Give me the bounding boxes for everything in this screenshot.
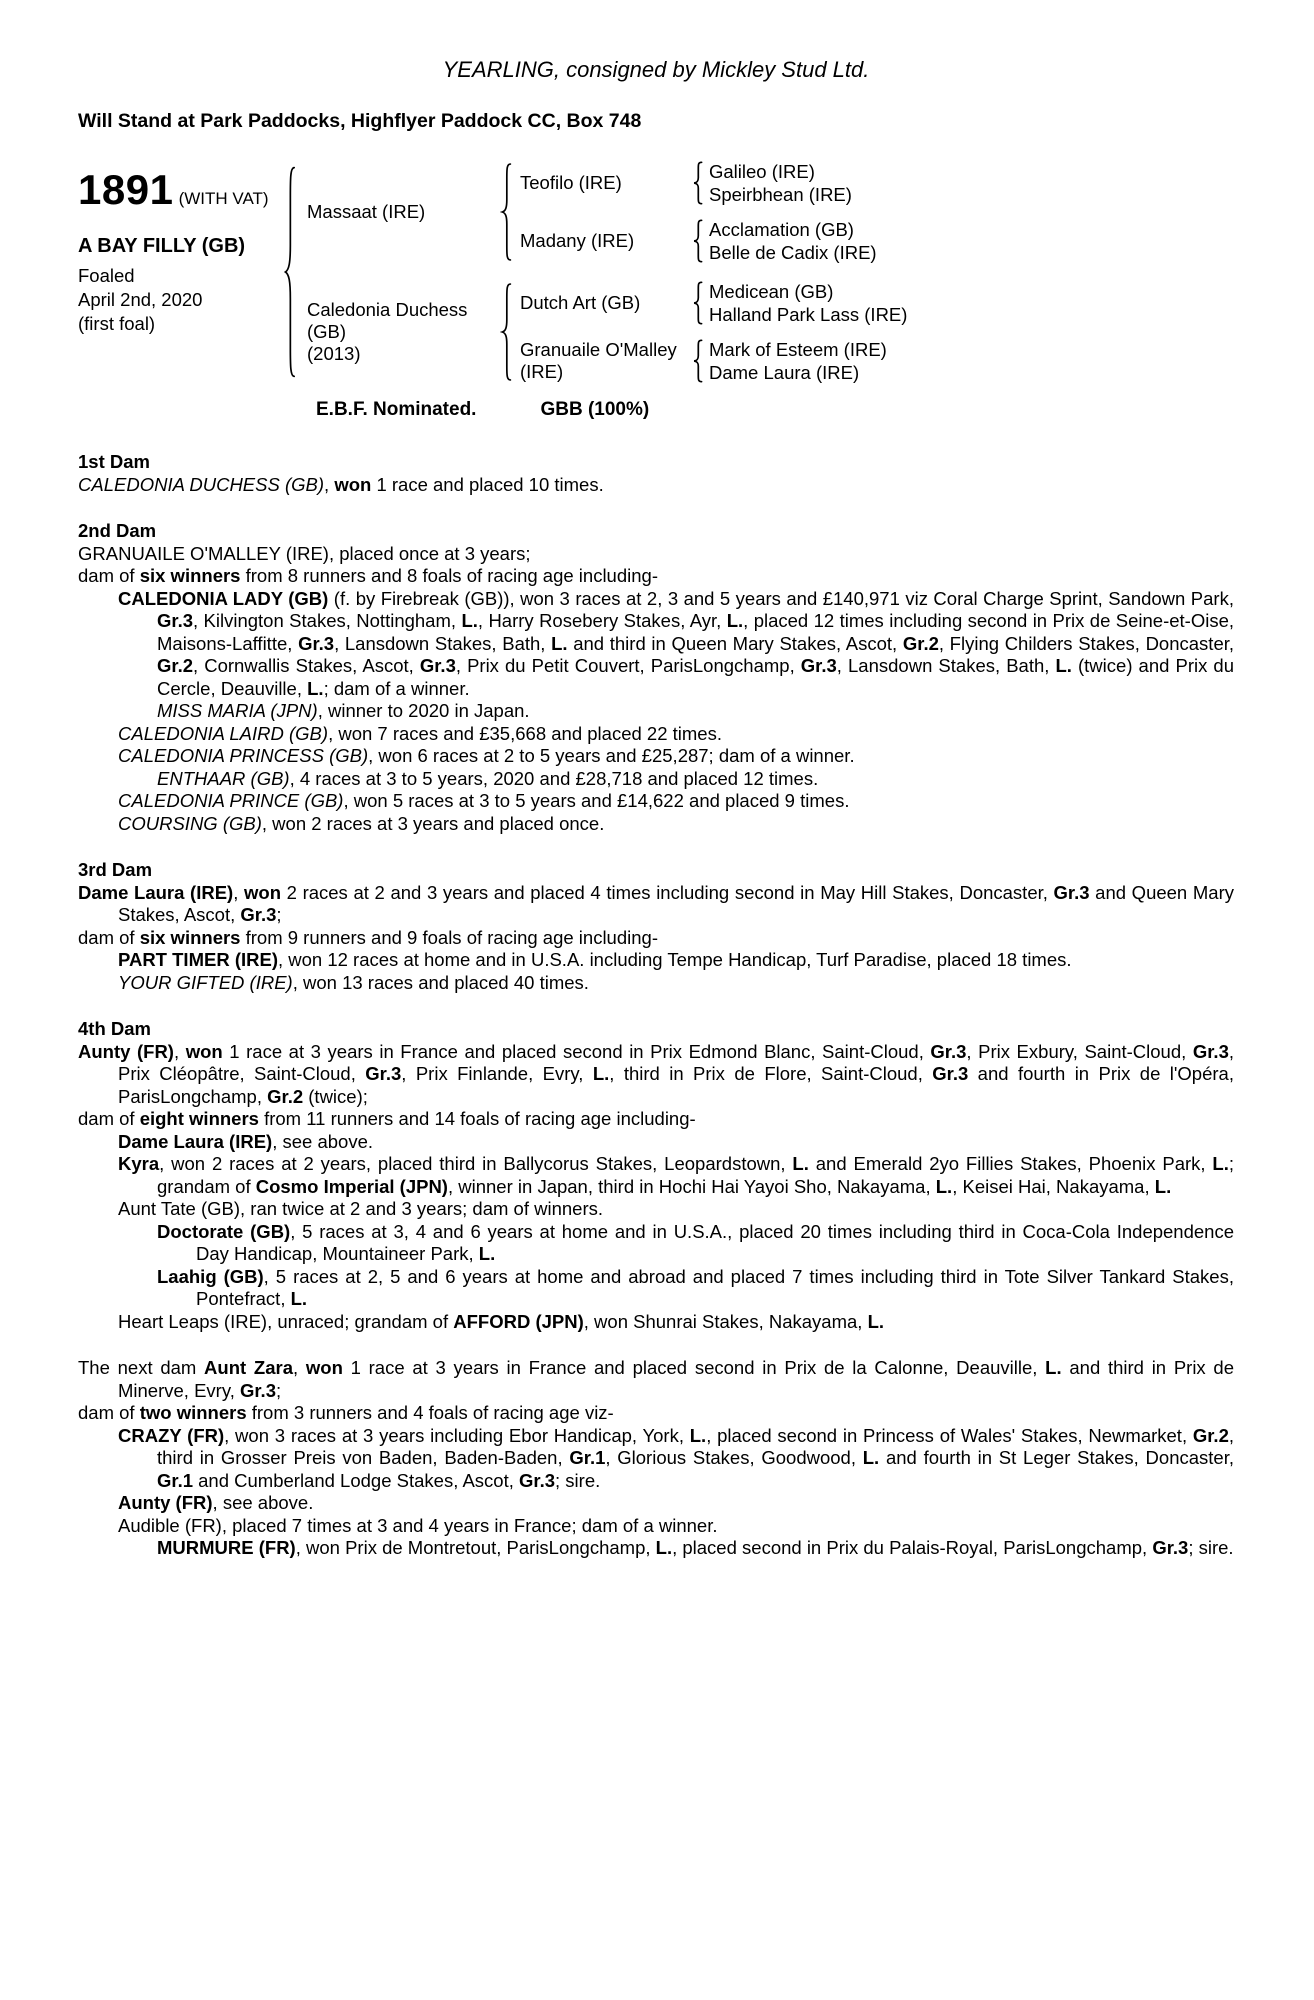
catalogue-paragraph: Aunty (FR), won 1 race at 3 years in France and placed second in Prix Edmond Blanc, Saint-Cloud, Gr.3, Prix Exbury, Saint-Cloud, Gr.3, Prix Cléopâtre, Saint-Cloud, Gr.3, Prix Finlande, Evry, L., third in Prix de Flore, Saint-Cloud, Gr.3 and fourth in Prix de l'Opéra, ParisLongchamp, Gr.2 (twice); [78, 1040, 1234, 1107]
second-dam-node [513, 339, 907, 383]
sire-subtree [297, 161, 907, 263]
second-dam-name: Granuaile O'Malley (IRE) [520, 339, 677, 382]
dam-section [78, 859, 1234, 994]
catalogue-paragraph: MISS MARIA (JPN), winner to 2020 in Japan. [157, 700, 530, 721]
catalogue-paragraph: Aunty (FR), see above. [118, 1492, 314, 1513]
catalogue-paragraph: COURSING (GB), won 2 races at 3 years and placed once. [118, 812, 605, 834]
catalogue-paragraph: Laahig (GB), 5 races at 2, 5 and 6 years at home and abroad and placed 7 times including third in Tote Silver Tankard Stakes, Pontefract, L. [157, 1265, 1234, 1309]
damsire-name: Dutch Art (GB) [520, 292, 641, 313]
dam-name [297, 299, 500, 365]
grandsire-node [513, 161, 877, 205]
pedigree-name: Mark of Esteem (IRE) [709, 339, 887, 360]
gbb-label: GBB (100%) [540, 399, 650, 420]
catalogue-paragraph: Dame Laura (IRE), won 2 races at 2 and 3 years and placed 4 times including second in May Hill Stakes, Doncaster, Gr.3 and Queen Mary Stakes, Ascot, Gr.3; [78, 881, 1234, 925]
pedigree-tree [283, 161, 907, 383]
pedigree-brace-sire [500, 161, 513, 263]
vat-note: (WITH VAT) [178, 189, 269, 208]
catalogue-paragraph: MURMURE (FR), won Prix de Montretout, ParisLongchamp, L., placed second in Prix du Palais-Royal, ParisLongchamp, Gr.3; sire. [157, 1537, 1234, 1558]
catalogue-paragraph: Aunt Tate (GB), ran twice at 2 and 3 years; dam of winners. [118, 1198, 604, 1219]
grandsire-name: Teofilo (IRE) [520, 172, 622, 193]
dam-subtree [297, 281, 907, 383]
catalogue-paragraph: dam of six winners from 9 runners and 9 foals of racing age including- [78, 926, 658, 948]
dam-name-line: Caledonia Duchess [307, 299, 468, 320]
stand-location-line: Will Stand at Park Paddocks, Highflyer Paddock CC, Box 748 [78, 110, 642, 132]
pedigree-name: Belle de Cadix (IRE) [709, 242, 877, 263]
damsire-node [513, 281, 907, 325]
sire-dam-node [513, 219, 877, 263]
pedigree-brace [692, 161, 704, 205]
catalogue-paragraph: dam of six winners from 8 runners and 8 foals of racing age including- [78, 565, 658, 586]
catalogue-paragraph: CALEDONIA PRINCESS (GB), won 6 races at 2 to 5 years and £25,287; dam of a winner. [118, 745, 855, 766]
catalogue-paragraph: Kyra, won 2 races at 2 years, placed third in Ballycorus Stakes, Leopardstown, L. and Emerald 2yo Fillies Stakes, Phoenix Park, L.; grandam of Cosmo Imperial (JPN), winner in Japan, third in Hochi Hai Yayoi Sho, Nakayama, L., Keisei Hai, Nakayama, L. [118, 1153, 1234, 1197]
lot-number: 1891 [78, 166, 174, 213]
pedigree-brace [692, 339, 704, 383]
pedigree-brace-root [283, 161, 297, 383]
catalogue-paragraph: CALEDONIA DUCHESS (GB), won 1 race and placed 10 times. [78, 473, 604, 495]
pedigree-block [78, 161, 1234, 383]
section-heading: 4th Dam [78, 1018, 151, 1039]
dam-name-line: (GB) [307, 321, 347, 342]
foaled-label: Foaled [78, 265, 135, 286]
page-title: YEARLING, consigned by Mickley Stud Ltd. [442, 57, 870, 82]
pedigree-name: Halland Park Lass (IRE) [709, 304, 908, 325]
section-heading: 1st Dam [78, 451, 150, 472]
lot-info [78, 161, 283, 383]
foaled-date: April 2nd, 2020 [78, 289, 203, 310]
catalogue-paragraph: Audible (FR), placed 7 times at 3 and 4 years in France; dam of a winner. [118, 1514, 718, 1536]
pedigree-name: Medicean (GB) [709, 281, 834, 302]
catalogue-paragraph: CALEDONIA LADY (GB) (f. by Firebreak (GB)), won 3 races at 2, 3 and 5 years and £140,971 viz Coral Charge Sprint, Sandown Park, Gr.3, Kilvington Stakes, Nottingham, L., Harry Rosebery Stakes, Ayr, L., placed 12 times including second in Prix de Seine-et-Oise, Maisons-Laffitte, Gr.3, Lansdown Stakes, Bath, L. and third in Queen Mary Stakes, Ascot, Gr.2, Flying Childers Stakes, Doncaster, Gr.2, Cornwallis Stakes, Ascot, Gr.3, Prix du Petit Couvert, ParisLongchamp, Gr.3, Lansdown Stakes, Bath, L. (twice) and Prix du Cercle, Deauville, L.; dam of a winner. [118, 587, 1235, 699]
dam-name-line: (2013) [307, 343, 361, 364]
first-foal-note: (first foal) [78, 313, 156, 334]
catalogue-paragraph: dam of eight winners from 11 runners and 14 foals of racing age including- [78, 1108, 696, 1129]
horse-name: A BAY FILLY (GB) [78, 235, 246, 257]
catalogue-paragraph: Dame Laura (IRE), see above. [118, 1130, 374, 1152]
catalogue-paragraph: The next dam Aunt Zara, won 1 race at 3 years in France and placed second in Prix de la Calonne, Deauville, L. and third in Prix de Minerve, Evry, Gr.3; [78, 1357, 1234, 1401]
catalogue-paragraph: CRAZY (FR), won 3 races at 3 years including Ebor Handicap, York, L., placed second in Princess of Wales' Stakes, Newmarket, Gr.2, third in Grosser Preis von Baden, Baden-Baden, Gr.1, Glorious Stakes, Goodwood, L. and fourth in St Leger Stakes, Doncaster, Gr.1 and Cumberland Lodge Stakes, Ascot, Gr.3; sire. [118, 1424, 1234, 1491]
catalogue-paragraph: PART TIMER (IRE), won 12 races at home and in U.S.A. including Tempe Handicap, Turf Paradise, placed 18 times. [118, 949, 1072, 970]
dam-section [78, 520, 1234, 835]
catalogue-paragraph: dam of two winners from 3 runners and 4 foals of racing age viz- [78, 1402, 614, 1423]
catalogue-paragraph: ENTHAAR (GB), 4 races at 3 to 5 years, 2020 and £28,718 and placed 12 times. [157, 767, 819, 789]
pedigree-name: Speirbhean (IRE) [709, 184, 852, 205]
pedigree-sections [78, 451, 1234, 1560]
catalogue-paragraph: GRANUAILE O'MALLEY (IRE), placed once at 3 years; [78, 542, 531, 564]
sire-dam-name: Madany (IRE) [520, 230, 635, 251]
catalogue-paragraph: Doctorate (GB), 5 races at 3, 4 and 6 years at home and in U.S.A., placed 20 times including third in Coca-Cola Independence Day Handicap, Mountaineer Park, L. [157, 1220, 1235, 1264]
pedigree-brace [692, 219, 704, 263]
ebf-nominated-label: E.B.F. Nominated. [316, 399, 477, 420]
catalogue-paragraph: CALEDONIA LAIRD (GB), won 7 races and £35,668 and placed 22 times. [118, 722, 722, 744]
catalogue-paragraph: CALEDONIA PRINCE (GB), won 5 races at 3 to 5 years and £14,622 and placed 9 times. [118, 790, 850, 811]
catalogue-paragraph: Heart Leaps (IRE), unraced; grandam of AFFORD (JPN), won Shunrai Stakes, Nakayama, L. [118, 1310, 885, 1332]
dam-section [78, 1357, 1234, 1560]
nomination-row [316, 399, 1234, 421]
pedigree-brace-dam [500, 281, 513, 383]
section-heading: 3rd Dam [78, 859, 153, 880]
section-heading: 2nd Dam [78, 520, 157, 541]
pedigree-brace [692, 281, 704, 325]
pedigree-name: Galileo (IRE) [709, 161, 815, 182]
dam-section [78, 1018, 1234, 1333]
catalogue-paragraph: YOUR GIFTED (IRE), won 13 races and placed 40 times. [118, 971, 589, 993]
sire-name: Massaat (IRE) [307, 201, 426, 222]
pedigree-name: Dame Laura (IRE) [709, 362, 860, 383]
lot-number-row [78, 166, 283, 213]
pedigree-name: Acclamation (GB) [709, 219, 854, 240]
dam-section [78, 451, 1234, 496]
